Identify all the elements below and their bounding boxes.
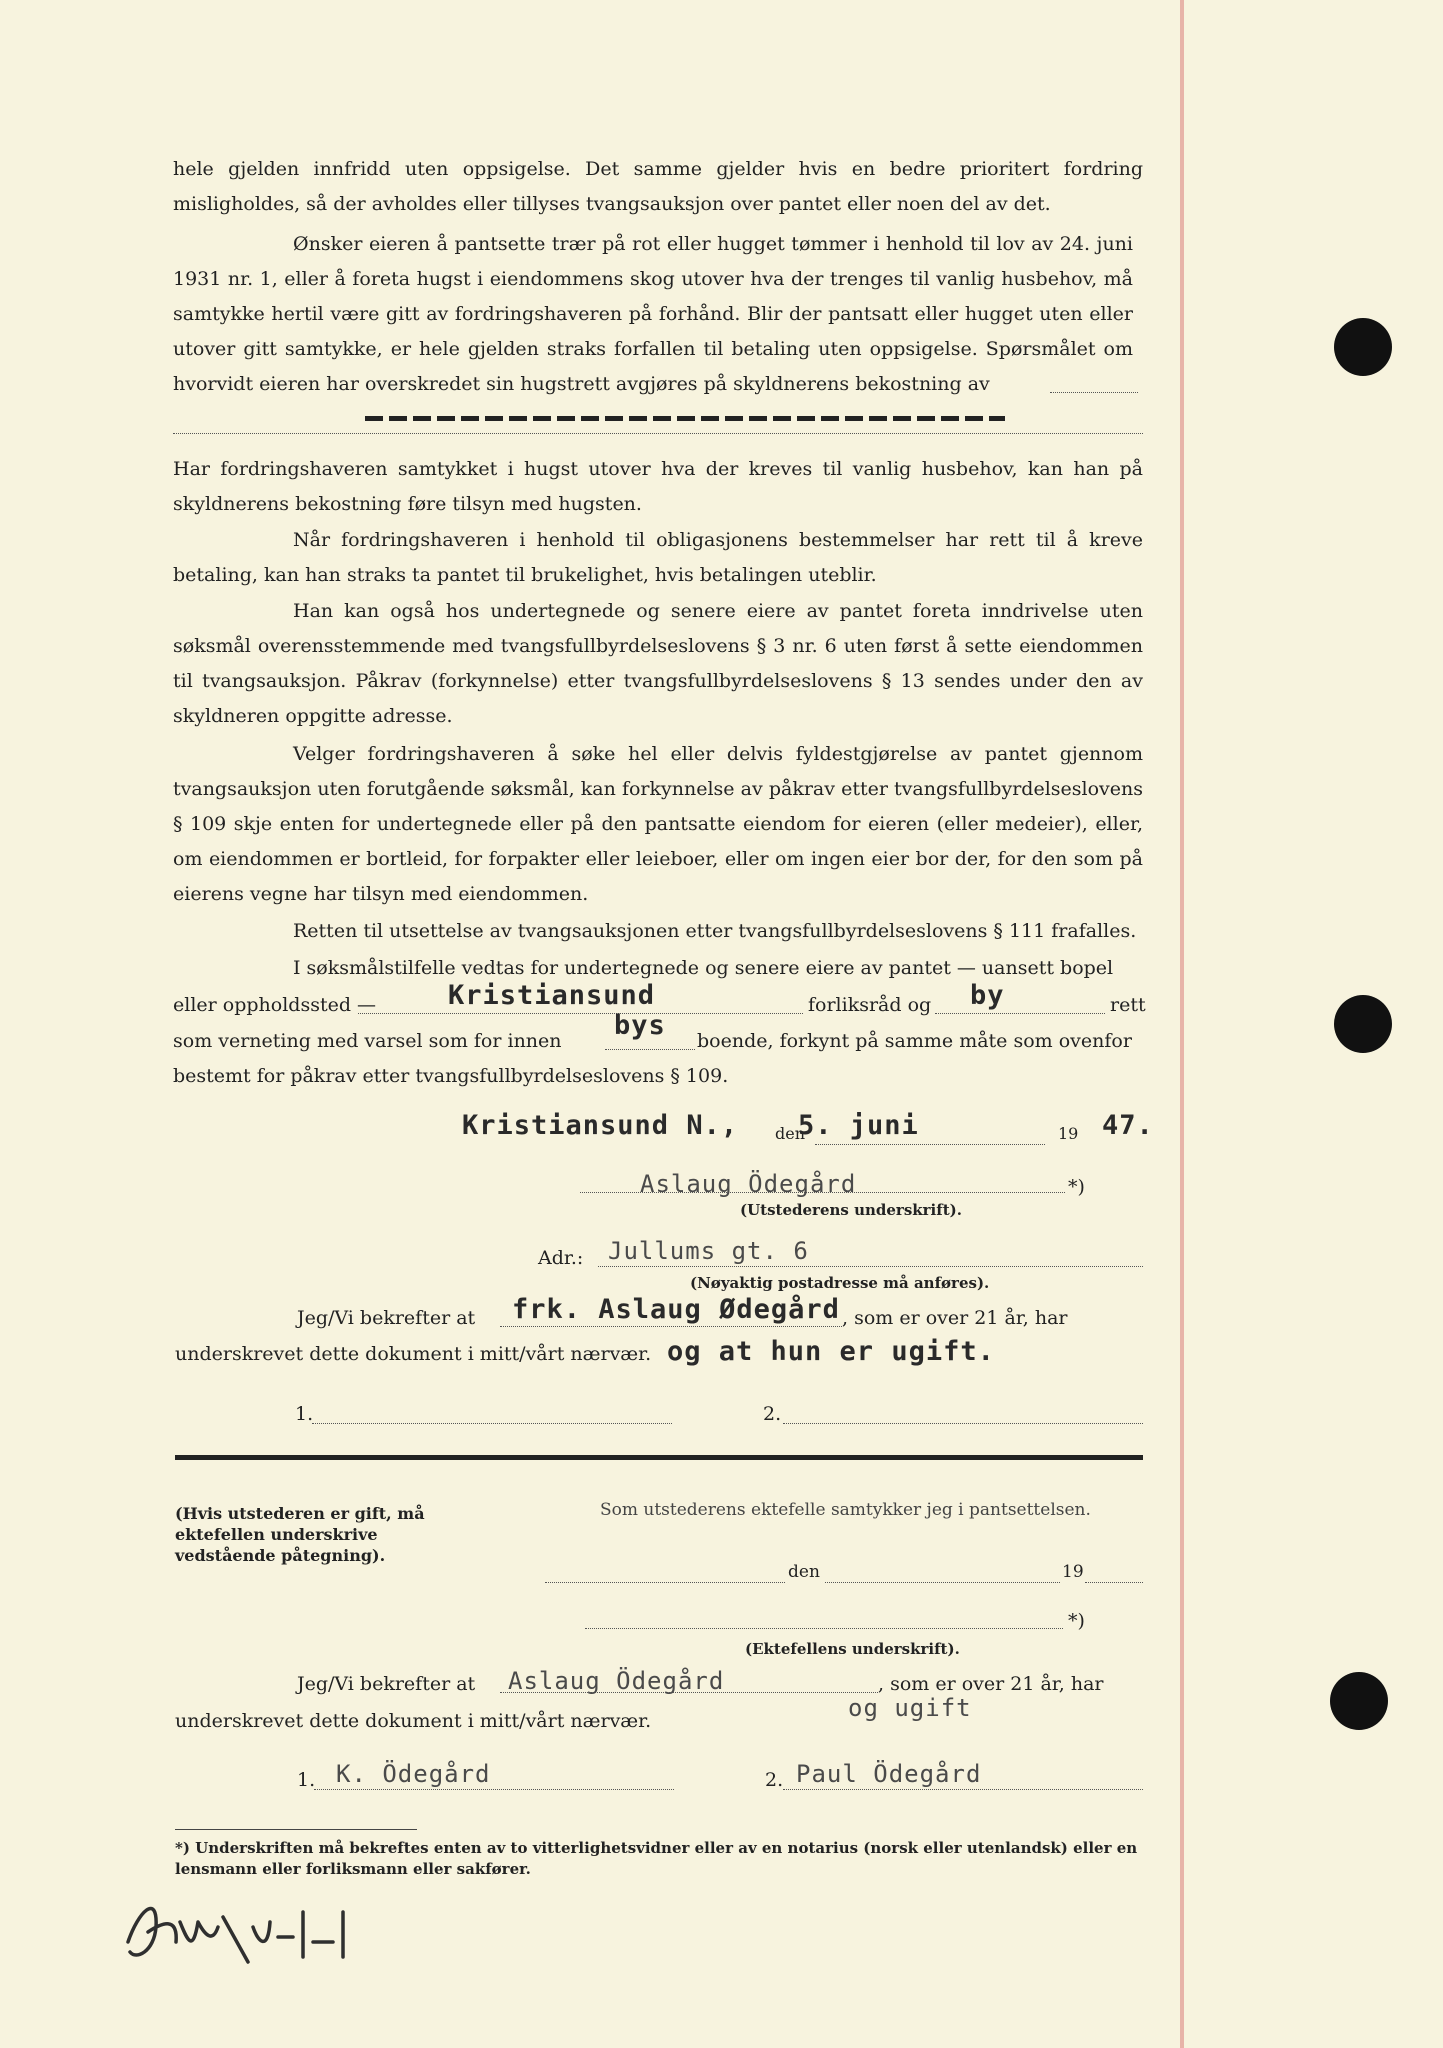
witness2-num1: 1. [297, 1769, 316, 1791]
handwritten-initials [118, 1882, 378, 1972]
witness2-line2: underskrevet dette dokument i mitt/vårt nærvær. [175, 1710, 652, 1732]
date-den-label: den [775, 1124, 806, 1143]
witness2-prefix: Jeg/Vi bekrefter at [297, 1673, 476, 1695]
signing-date: 5. juni [798, 1110, 919, 1141]
witness1-num2: 2. [763, 1403, 782, 1425]
witness-line [312, 1423, 672, 1424]
witness1-line2: underskrevet dette dokument i mitt/vårt nærvær. [175, 1343, 652, 1365]
innen-value: bys [614, 1010, 666, 1041]
blank-line [173, 433, 1143, 434]
forliksraad-value: Kristiansund [448, 980, 656, 1011]
venue-line2-suffix: boende, forkynt på samme måte som ovenfor [697, 1030, 1132, 1052]
venue-prefix: eller oppholdssted — [173, 994, 377, 1016]
punch-hole-top [1334, 318, 1392, 376]
witness2-name2: Paul Ödegård [796, 1760, 982, 1788]
signing-place: Kristiansund N., [462, 1110, 739, 1141]
address-line [598, 1266, 1143, 1267]
address-label: Adr.: [538, 1247, 584, 1269]
paragraph-payment: Når fordringshaveren i henhold til obligasjonens bestemmelser har rett til å kreve betaling, kan han straks ta pantet til brukelighet, hvis betalingen uteblir. [173, 529, 1143, 586]
spouse-note: (Hvis utstederen er gift, må ektefellen underskrive vedstående påtegning). [175, 1504, 425, 1565]
margin-rule [1180, 0, 1184, 2048]
rett-value: by [970, 980, 1005, 1011]
witness-line [783, 1789, 1143, 1790]
paragraph-venue: I søksmålstilfelle vedtas for undertegnede og senere eiere av pantet — uansett bopel [293, 957, 1114, 979]
witness-line [314, 1789, 674, 1790]
witness1-addition: og at hun er ugift. [667, 1336, 995, 1367]
punch-hole-bottom [1330, 1672, 1388, 1730]
issuer-star: *) [1068, 1176, 1085, 1198]
blank-line [358, 1013, 803, 1014]
strike-dashes [365, 416, 1005, 421]
footnote: *) Underskriften må bekreftes enten av to vitterlighetsvidner eller av en notarius (norsk eller utenlandsk) eller en lensmann eller forliksmann eller sakfører. [175, 1839, 1138, 1878]
paragraph-postponement: Retten til utsettelse av tvangsauksjonen etter tvangsfullbyrdelseslovens § 111 frafalles. [293, 920, 1137, 942]
witness2-suffix: , som er over 21 år, har [878, 1673, 1104, 1695]
spouse-year-prefix: 19 [1062, 1562, 1084, 1582]
witness2-name: Aslaug Ödegård [508, 1667, 725, 1695]
paragraph-collection: Han kan også hos undertegnede og senere eiere av pantet foreta inndrivelse uten søksmål overensstemmende med tvangsfullbyrdelseslovens § 3 nr. 6 uten først å sette eiendommen til tvangsauksjon. Påkrav (forkynnelse) etter tvangsfullbyrdelseslovens § 13 sendes under den av skyldneren oppgitte adresse. [173, 600, 1143, 727]
witness1-prefix: Jeg/Vi bekrefter at [297, 1307, 476, 1329]
spouse-den-label: den [788, 1562, 820, 1582]
venue-line3: bestemt for påkrav etter tvangsfullbyrdelseslovens § 109. [173, 1065, 729, 1087]
punch-hole-middle [1334, 995, 1392, 1053]
witness-line [783, 1423, 1143, 1424]
witness1-name: frk. Aslaug Ødegård [512, 1294, 840, 1325]
paragraph-timber: Ønsker eieren å pantsette trær på rot eller hugget tømmer i henhold til lov av 24. juni 1931 nr. 1, eller å foreta hugst i eiendommens skog utover hva der trenges til vanlig husbehov, må samtykke hertil være gitt av fordringshaveren på forhånd. Blir der pantsatt eller hugget uten eller utover gitt samtykke, er hele gjelden straks forfallen til betaling uten oppsigelse. Spørsmålet om hvorvidt eieren har overskredet sin hugstrett avgjøres på skyldnerens bekostning av [173, 233, 1133, 395]
witness2-addition: og ugift [848, 1694, 972, 1722]
venue-suffix: rett [1110, 994, 1146, 1016]
paragraph-supervision: Har fordringshaveren samtykket i hugst utover hva der kreves til vanlig husbehov, kan han på skyldnerens bekostning føre tilsyn med hugsten. [173, 458, 1143, 515]
issuer-signature: Aslaug Ödegård [640, 1170, 857, 1198]
witness1-num1: 1. [295, 1403, 314, 1425]
paragraph-default: hele gjelden innfridd uten oppsigelse. Det samme gjelder hvis en bedre prioritert fordring misligholdes, så der avholdes eller tillyses tvangsauksjon over pantet eller noen del av det. [173, 158, 1143, 215]
issuer-caption: (Utstederens underskrift). [740, 1201, 962, 1219]
blank-line [500, 1326, 842, 1327]
blank-line [545, 1582, 785, 1583]
venue-mid: forliksråd og [808, 994, 932, 1016]
blank-line [1085, 1582, 1143, 1583]
paragraph-auction: Velger fordringshaveren å søke hel eller delvis fyldestgjørelse av pantet gjennom tvangsauksjon uten forutgående søksmål, kan forkynnelse av påkrav etter tvangsfullbyrdelseslovens § 109 skje enten for undertegnede eller på den pantsatte eiendom for eieren (eller medeier), eller, om eiendommen er bortleid, for forpakter eller leieboer, eller om ingen eier bor der, for den som på eierens vegne har tilsyn med eiendommen. [173, 743, 1143, 905]
spouse-consent: Som utstederens ektefelle samtykker jeg i pantsettelsen. [600, 1500, 1091, 1520]
witness1-suffix: , som er over 21 år, har [842, 1307, 1068, 1329]
footnote-rule [175, 1829, 417, 1830]
year-suffix: 47. [1102, 1110, 1154, 1141]
venue-line2-prefix: som verneting med varsel som for innen [173, 1030, 562, 1052]
address-caption: (Nøyaktig postadresse må anføres). [690, 1274, 990, 1292]
witness2-name1: K. Ödegård [336, 1760, 491, 1788]
spouse-caption: (Ektefellens underskrift). [745, 1640, 960, 1658]
blank-line [935, 1013, 1105, 1014]
witness2-num2: 2. [765, 1769, 784, 1791]
blank-line [605, 1049, 695, 1050]
blank-line [1050, 392, 1138, 393]
blank-line [825, 1582, 1060, 1583]
spouse-star: *) [1068, 1610, 1085, 1632]
spouse-signature-line [585, 1628, 1063, 1629]
address-value: Jullums gt. 6 [608, 1237, 809, 1265]
section-rule [175, 1455, 1143, 1460]
year-prefix: 19 [1058, 1124, 1079, 1143]
blank-line [815, 1144, 1045, 1145]
